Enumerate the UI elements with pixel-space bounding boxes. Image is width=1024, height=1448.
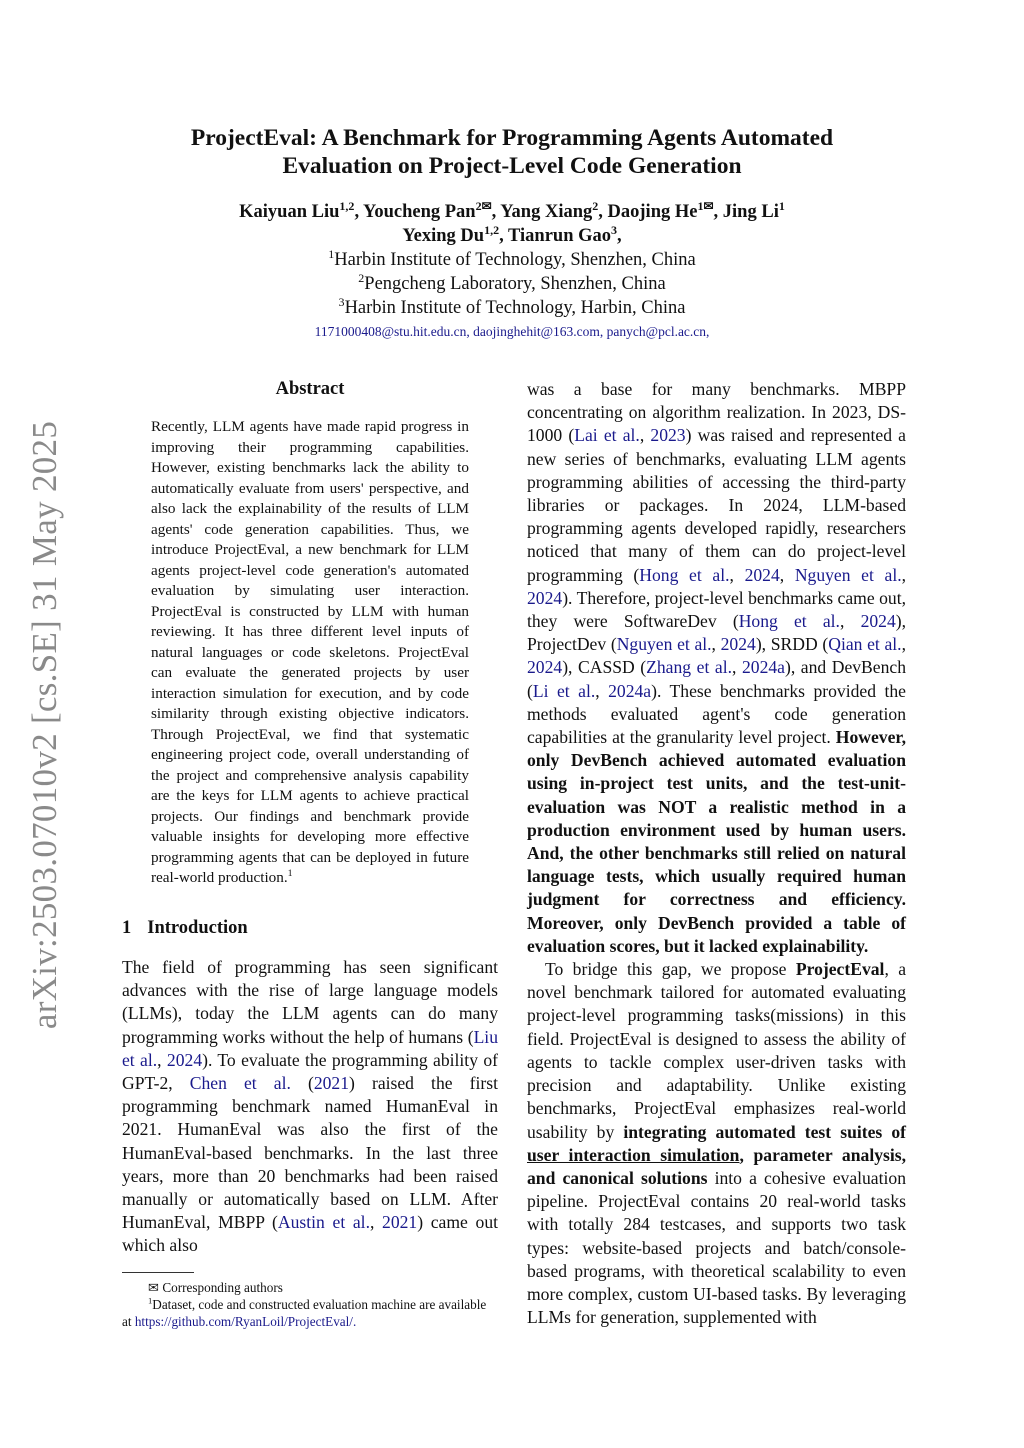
text-span: ), and DevBench ( xyxy=(527,657,907,701)
text-span: was a base for many benchmarks. MBPP concentrating on algorithm realization. In 2023, DS-1000 ( xyxy=(527,379,906,446)
citation-link[interactable]: Nguyen et al. xyxy=(794,564,902,585)
text-span: , xyxy=(157,1049,167,1070)
affiliation-text: Pengcheng Laboratory, Shenzhen, China xyxy=(364,274,666,294)
abstract-text: Recently, LLM agents have made rapid progress in improving their programming capabilities. However, existing benchmarks lack the ability to automatically evaluate from users' perspective, and also lack the explainability of the results of LLM agents' code generation capabilities. Thus, we introduce ProjectEval, a new benchmark for LLM agents project-level code generation's automated evaluation by simulating user interaction. ProjectEval is constructed by LLM with human reviewing. It has three different level inputs of natural languages or code skeletons. ProjectEval can evaluate the generated projects by user interaction simulation for execution, and by code similarity through existing objective indicators. Through ProjectEval, we find that systematic engineering project code, overall understanding of the project and comprehensive analysis capability are the keys for LLM agents to achieve practical projects. Our findings and benchmark provide valuable insights for developing more effective programming agents that can be deployed in future real-world production. xyxy=(151,418,469,887)
author-name: Tianrun Gao xyxy=(508,226,612,246)
citation-link[interactable]: 2023 xyxy=(650,425,686,446)
text-span: user interaction simulation xyxy=(527,1144,740,1165)
citation-link[interactable]: 2024 xyxy=(527,587,563,608)
text-span: ), CASSD ( xyxy=(562,657,647,678)
citation-link[interactable]: Zhang et al. xyxy=(646,657,732,678)
text-span: ). To evaluate the programming ability of GPT-2, xyxy=(122,1049,498,1093)
author-sup: 3 xyxy=(611,222,618,237)
github-link[interactable]: https://github.com/RyanLoil/ProjectEval/. xyxy=(134,1314,357,1329)
intro-body xyxy=(122,956,498,1258)
author-block xyxy=(100,200,924,344)
abstract xyxy=(151,417,469,889)
footnote-marker[interactable]: 1 xyxy=(287,868,293,880)
text-span: , xyxy=(901,634,906,655)
citation-link[interactable]: 2024 xyxy=(744,564,780,585)
citation-link[interactable]: Chen et al. xyxy=(189,1072,291,1093)
right-column xyxy=(527,378,906,1329)
text-span: into a cohesive evaluation pipeline. ProjectEval contains 20 real-world tasks with totally 284 testcases, and supports two task types: website-based projects and batch/console-based programs, with theoretical scalability to even more complex, custom UI-based tasks. By leveraging LLMs for generation, supplemented with xyxy=(527,1167,906,1328)
citation-link[interactable]: Hong et al. xyxy=(738,611,840,632)
paper-title xyxy=(100,124,924,180)
text-span: However, only DevBench achieved automated evaluation using in-project test units, and the test-unit-evaluation was NOT a realistic method in a production environment used by human users. And, the other benchmarks still relied on natural language tests, which usually required human judgment for correctness and efficiency. Moreover, only DevBench provided a table of evaluation scores, but it lacked explainability. xyxy=(527,727,906,956)
citation-link[interactable]: 2024a xyxy=(608,680,652,701)
affiliation-sup: 1 xyxy=(328,246,335,261)
citation-link[interactable]: Hong et al. xyxy=(639,564,730,585)
title-line: Evaluation on Project-Level Code Generation xyxy=(282,153,742,179)
author-sup: 1,2 xyxy=(339,198,355,213)
text-span: ), SRDD ( xyxy=(755,634,829,655)
author-line: Yexing Du$^{1,2}$, Tianrun Gao$^3$, xyxy=(402,222,622,246)
citation-link[interactable]: Lai et al. xyxy=(574,425,640,446)
citation-link[interactable]: Liu et al. xyxy=(122,1026,498,1070)
footnote-rule xyxy=(122,1272,194,1273)
author-name: Yexing Du xyxy=(402,226,485,246)
author-sup: 2✉ xyxy=(475,198,492,213)
affiliation xyxy=(100,296,924,320)
text-span: ). These benchmarks provided the methods evaluated agent's code generation capabilities at the granularity level project. xyxy=(527,680,906,748)
text-span: ( xyxy=(290,1072,314,1093)
author-sup: 1,2 xyxy=(484,222,500,237)
section-number: 1 xyxy=(122,917,132,938)
citation-link[interactable]: 2024a xyxy=(741,657,785,678)
footnote-corresponding: ✉ Corresponding authors xyxy=(148,1280,283,1295)
citation-link[interactable]: Austin et al. xyxy=(277,1212,370,1233)
citation-link[interactable]: 2024 xyxy=(166,1049,203,1070)
text-span: ). Therefore, project-level benchmarks came out, they were SoftwareDev ( xyxy=(527,587,906,632)
author-name: Jing Li xyxy=(722,202,779,222)
footnote-1 xyxy=(122,1296,498,1330)
affiliation xyxy=(100,248,924,272)
affiliation-sup: 3 xyxy=(338,294,345,309)
text-span: ) came out which also xyxy=(122,1212,498,1256)
text-span: , xyxy=(901,564,907,585)
text-span: ), ProjectDev ( xyxy=(527,611,907,655)
text-span: , xyxy=(779,564,795,585)
citation-link[interactable]: 2021 xyxy=(382,1212,418,1233)
footnotes xyxy=(122,1272,498,1330)
affiliation-text: Harbin Institute of Technology, Shenzhen, China xyxy=(334,250,696,270)
text-span: , parameter analysis, and canonical solutions xyxy=(527,1144,906,1188)
author-line: Kaiyuan Liu$^{1,2}$, Youcheng Pan$^{2✉}$, Yang Xiang$^2$, Daojing $He^{1✉}$, Jing Li$^1$ xyxy=(239,198,785,222)
author-name: Yang Xiang xyxy=(500,202,593,222)
text-span: integrating automated test suites of xyxy=(623,1121,906,1142)
section-heading xyxy=(122,917,498,940)
citation-link[interactable]: Li et al. xyxy=(532,680,596,701)
author-name: Youcheng Pan xyxy=(363,202,476,222)
text-span: , xyxy=(711,634,721,655)
author-name: Daojing He xyxy=(607,202,698,222)
author-sup: 2 xyxy=(592,198,599,213)
affiliations xyxy=(100,248,924,320)
text-span: ) raised the first programming benchmark named HumanEval in 2021. HumanEval was also the first of the HumanEval-based benchmarks. In the last three years, more than 20 benchmarks had been raised manually or automatically based on LLM. After HumanEval, MBPP ( xyxy=(122,1072,498,1233)
citation-link[interactable]: 2024 xyxy=(527,657,563,678)
abstract-heading: Abstract xyxy=(275,379,345,399)
author-sup: 1✉ xyxy=(697,198,714,213)
text-span: To bridge this gap, we propose xyxy=(545,959,796,980)
affiliation xyxy=(100,272,924,296)
footnote-number: 1 xyxy=(148,1295,153,1306)
text-span: , a novel benchmark tailored for automated evaluating project-level programming tasks(missions) in this field. ProjectEval is designed to assess the ability of agents to tackle complex user-driven tasks with precision and adaptability. Unlike existing benchmarks, ProjectEval emphasizes real-world usability by xyxy=(527,959,907,1142)
arxiv-stamp: arXiv:2503.07010v2 [cs.SE] 31 May 2025 xyxy=(25,420,64,1030)
paragraph xyxy=(527,958,906,1329)
text-span: ProjectEval xyxy=(795,959,885,980)
text-span: , xyxy=(839,611,861,632)
emails[interactable]: 1171000408@stu.hit.edu.cn, daojinghehit@163.com, panych@pcl.ac.cn, xyxy=(314,324,710,339)
left-column xyxy=(122,378,498,1258)
text-span: The field of programming has seen significant advances with the rise of large language models (LLMs), today the LLM agents can do many programming works without the help of humans ( xyxy=(122,956,498,1047)
affiliation-sup: 2 xyxy=(358,270,365,285)
citation-link[interactable]: 2024 xyxy=(720,634,756,655)
title-line: ProjectEval: A Benchmark for Programming Agents Automated xyxy=(190,125,834,151)
text-span: , xyxy=(729,564,745,585)
text-span: ) was raised and represented a new series of benchmarks, evaluating LLM agents programming abilities of accessing the third-party libraries or packages. In 2024, LLM-based programming agents developed rapidly, researchers noticed that many of them can do project-level programming ( xyxy=(527,425,906,585)
citation-link[interactable]: 2021 xyxy=(313,1072,350,1093)
author-name: Kaiyuan Liu xyxy=(239,202,340,222)
paragraph xyxy=(122,956,498,1258)
text-span: , xyxy=(732,657,742,678)
paragraph xyxy=(527,378,906,958)
citation-link[interactable]: Nguyen et al. xyxy=(616,634,712,655)
citation-link[interactable]: Qian et al. xyxy=(828,634,902,655)
right-body xyxy=(527,378,906,1329)
text-span: , xyxy=(639,425,651,446)
text-span: , xyxy=(595,680,609,701)
affiliation-text: Harbin Institute of Technology, Harbin, China xyxy=(344,298,686,318)
footnote-text: Dataset, code and constructed evaluation machine are available at xyxy=(122,1297,487,1329)
author-sup: 1 xyxy=(778,198,785,213)
text-span: , xyxy=(369,1212,383,1233)
citation-link[interactable]: 2024 xyxy=(860,611,896,632)
section-title: Introduction xyxy=(147,917,248,938)
